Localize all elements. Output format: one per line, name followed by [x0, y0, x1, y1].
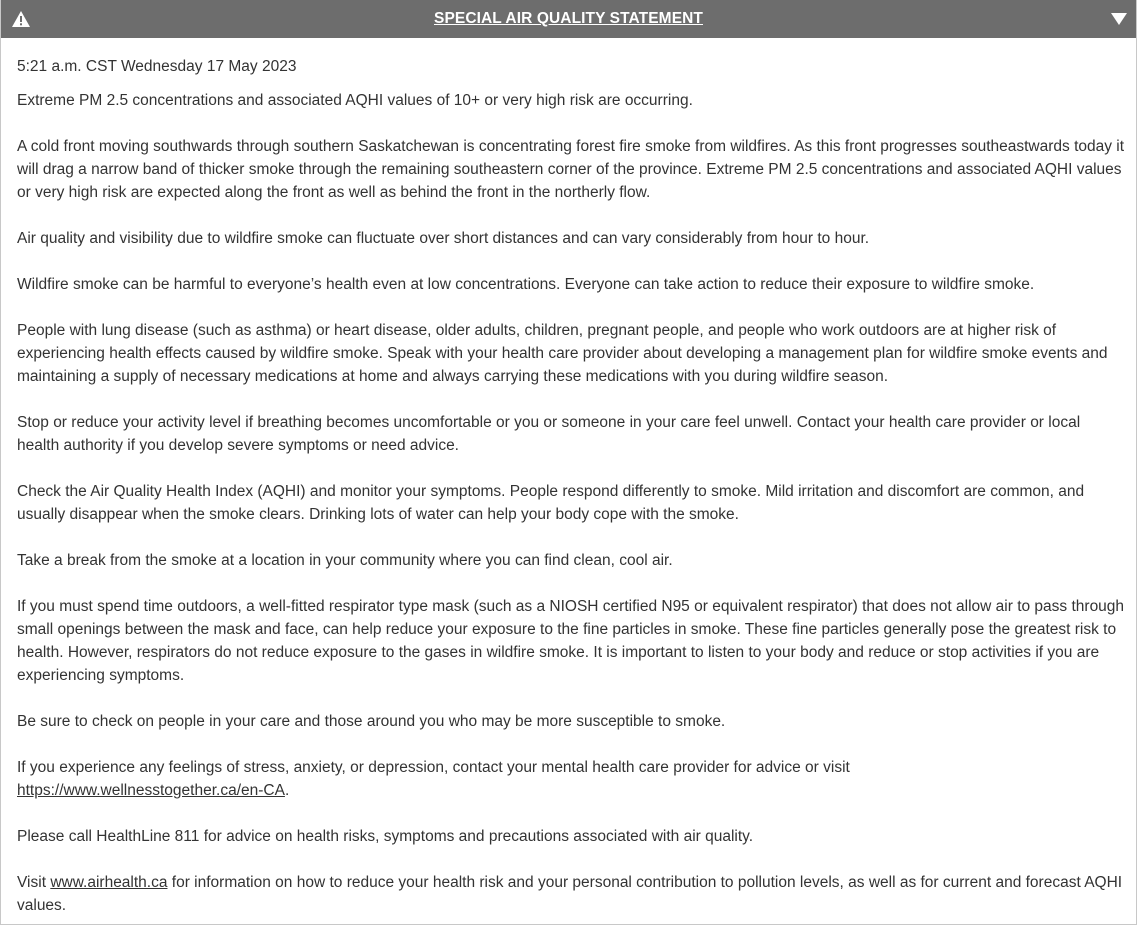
paragraph-cold-front: A cold front moving southwards through southern Saskatchewan is concentrating forest fire smoke from wildfires. As this front progresses southeastwards today it will drag a narrow band of thicker smoke through the remaining southeastern corner of the province. Extreme PM 2.5 concentrations and associated AQHI values or very high risk are expected along the front as well as behind the front in the northerly flow.: [17, 138, 1125, 201]
alert-header[interactable]: [1, 0, 1136, 38]
paragraph-take-break: Take a break from the smoke at a location in your community where you can find clean, cool air.: [17, 552, 673, 569]
visit-text: Visit: [17, 874, 51, 891]
paragraph-check-on-people: Be sure to check on people in your care and those around you who may be more susceptible to smoke.: [17, 713, 726, 730]
paragraph-healthline: Please call HealthLine 811 for advice on health risks, symptoms and precautions associated with air quality.: [17, 828, 754, 845]
paragraph-visibility: Air quality and visibility due to wildfire smoke can fluctuate over short distances and can vary considerably from hour to hour.: [17, 230, 870, 247]
paragraph-at-risk: People with lung disease (such as asthma) or heart disease, older adults, children, pregnant people, and people who work outdoors are at higher risk of experiencing health effects caused by wildfire smoke. Speak with your health care provider about developing a management plan for wildfire smoke events and maintaining a supply of necessary medications at home and always carrying these medications with you during wildfire season.: [17, 322, 1108, 385]
paragraph-check-aqhi: Check the Air Quality Health Index (AQHI) and monitor your symptoms. People respond differently to smoke. Mild irritation and discomfort are common, and usually disappear when the smoke clears. Drinking lots of water can help your body cope with the smoke.: [17, 483, 1085, 523]
wellness-together-link[interactable]: https://www.wellnesstogether.ca/en-CA: [17, 782, 285, 799]
triangle-down-icon[interactable]: [1110, 12, 1128, 26]
paragraph-reduce-activity: Stop or reduce your activity level if breathing becomes uncomfortable or you or someone in your care feel unwell. Contact your health care provider or local health authority if you develop severe symptoms or need advice.: [17, 414, 1081, 454]
mental-health-text: If you experience any feelings of stress, anxiety, or depression, contact your mental health care provider for advice or visit: [17, 759, 850, 776]
paragraph-summary: Extreme PM 2.5 concentrations and associated AQHI values of 10+ or very high risk are occurring.: [17, 92, 693, 109]
mental-health-period: .: [284, 782, 290, 799]
warning-triangle-icon: [11, 10, 31, 28]
alert-body: [1, 38, 1125, 917]
issued-timestamp: 5:21 a.m. CST Wednesday 17 May 2023: [17, 58, 297, 75]
paragraph-visit-airhealth: [17, 871, 1125, 917]
alert-title[interactable]: SPECIAL AIR QUALITY STATEMENT: [434, 10, 703, 27]
visit-text-rest: for information on how to reduce your health risk and your personal contribution to pollution levels, as well as for current and forecast AQHI values.: [17, 874, 1123, 914]
paragraph-mental-health: [17, 756, 1125, 802]
airhealth-link[interactable]: www.airhealth.ca: [50, 874, 168, 891]
paragraph-health-harm: Wildfire smoke can be harmful to everyone’s health even at low concentrations. Everyone can take action to reduce their exposure to wildfire smoke.: [17, 276, 1035, 293]
paragraph-respirator: If you must spend time outdoors, a well-fitted respirator type mask (such as a NIOSH certified N95 or equivalent respirator) that does not allow air to pass through small openings between the mask and face, can help reduce your exposure to the fine particles in smoke. These fine particles generally pose the greatest risk to health. However, respirators do not reduce exposure to the gases in wildfire smoke. It is important to listen to your body and reduce or stop activities if you are experiencing symptoms.: [17, 598, 1125, 684]
